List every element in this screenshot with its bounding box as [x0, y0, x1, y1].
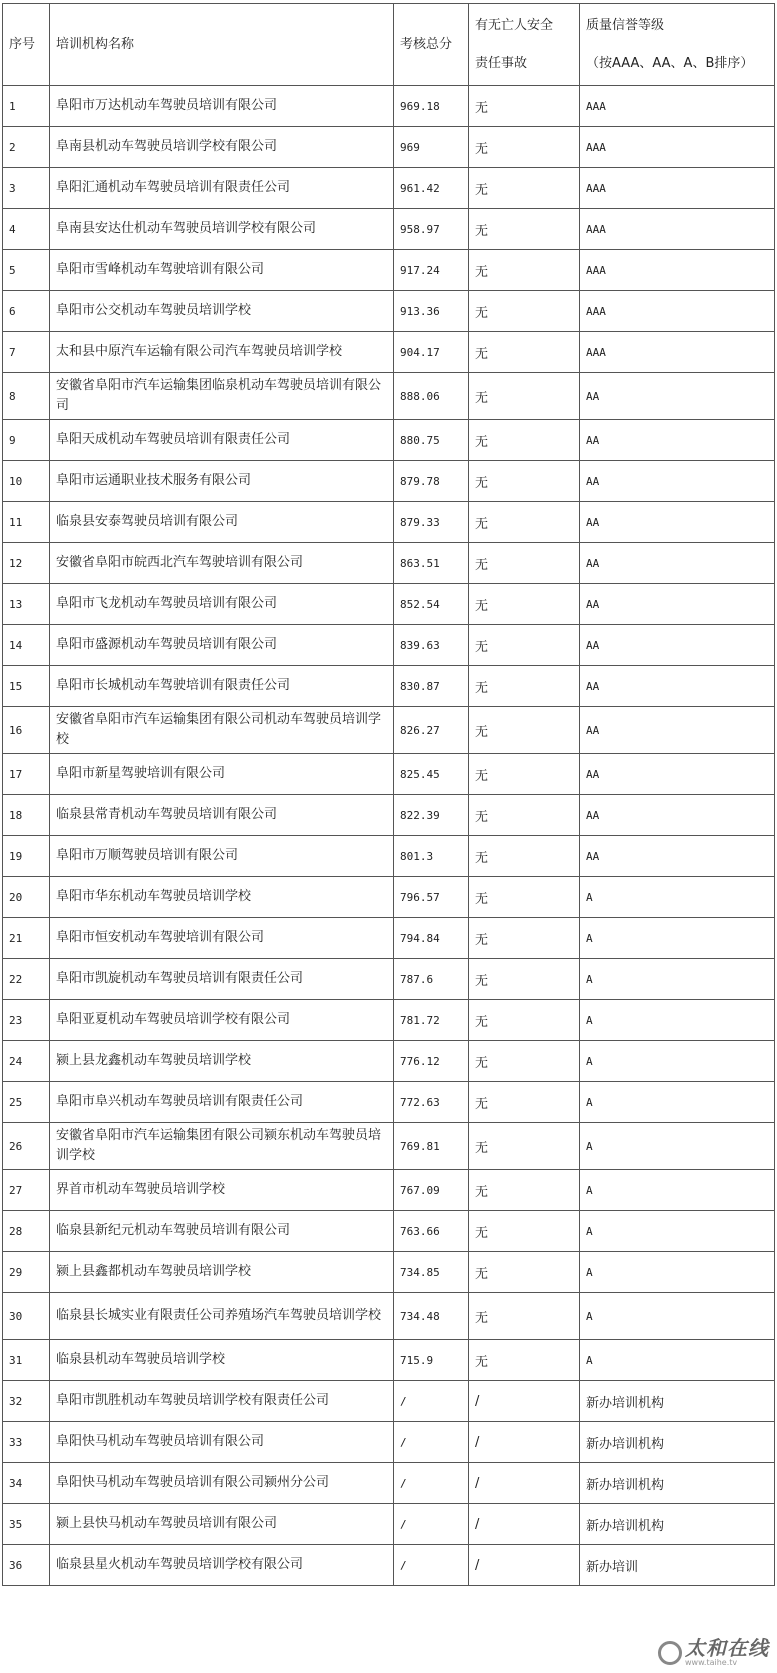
header-row — [3, 4, 775, 86]
cell-seq: 2 — [3, 127, 50, 168]
cell-grade: A — [580, 1211, 775, 1252]
cell-grade: AAA — [580, 127, 775, 168]
cell-name: 阜阳市阜兴机动车驾驶员培训有限责任公司 — [50, 1082, 394, 1123]
cell-seq: 33 — [3, 1422, 50, 1463]
cell-score: 796.57 — [394, 877, 469, 918]
table-row — [3, 584, 775, 625]
header-accident — [469, 4, 580, 86]
cell-seq: 23 — [3, 1000, 50, 1041]
cell-name: 阜阳市公交机动车驾驶员培训学校 — [50, 291, 394, 332]
cell-name: 阜阳市万顺驾驶员培训有限公司 — [50, 836, 394, 877]
cell-score: / — [394, 1381, 469, 1422]
cell-name: 阜阳亚夏机动车驾驶员培训学校有限公司 — [50, 1000, 394, 1041]
cell-seq: 10 — [3, 461, 50, 502]
cell-grade: AAA — [580, 332, 775, 373]
cell-grade: AAA — [580, 250, 775, 291]
cell-grade: A — [580, 1041, 775, 1082]
table-row — [3, 373, 775, 420]
table-row — [3, 707, 775, 754]
table-row — [3, 666, 775, 707]
cell-score: / — [394, 1463, 469, 1504]
cell-name: 颍上县龙鑫机动车驾驶员培训学校 — [50, 1041, 394, 1082]
cell-grade: AA — [580, 461, 775, 502]
cell-score: 880.75 — [394, 420, 469, 461]
cell-grade: 新办培训机构 — [580, 1422, 775, 1463]
cell-seq: 4 — [3, 209, 50, 250]
cell-score: / — [394, 1545, 469, 1586]
cell-name: 安徽省阜阳市汽车运输集团临泉机动车驾驶员培训有限公司 — [50, 373, 394, 420]
cell-name: 颍上县鑫都机动车驾驶员培训学校 — [50, 1252, 394, 1293]
cell-grade: AA — [580, 420, 775, 461]
cell-name: 临泉县星火机动车驾驶员培训学校有限公司 — [50, 1545, 394, 1586]
cell-grade: 新办培训机构 — [580, 1504, 775, 1545]
table-row — [3, 877, 775, 918]
cell-score: 904.17 — [394, 332, 469, 373]
cell-name: 安徽省阜阳市汽车运输集团有限公司颍东机动车驾驶员培训学校 — [50, 1123, 394, 1170]
cell-name: 临泉县长城实业有限责任公司养殖场汽车驾驶员培训学校 — [50, 1293, 394, 1340]
cell-grade: A — [580, 1293, 775, 1340]
cell-name: 阜阳快马机动车驾驶员培训有限公司颍州分公司 — [50, 1463, 394, 1504]
cell-grade: AAA — [580, 291, 775, 332]
cell-seq: 16 — [3, 707, 50, 754]
cell-seq: 29 — [3, 1252, 50, 1293]
cell-name: 阜阳汇通机动车驾驶员培训有限责任公司 — [50, 168, 394, 209]
cell-seq: 24 — [3, 1041, 50, 1082]
cell-grade: A — [580, 959, 775, 1000]
table-row — [3, 502, 775, 543]
cell-score: 801.3 — [394, 836, 469, 877]
table-row — [3, 291, 775, 332]
header-accident-line1: 有无亡人安全 — [475, 17, 554, 33]
cell-score: 763.66 — [394, 1211, 469, 1252]
cell-accident: 无 — [469, 795, 580, 836]
cell-grade: AAA — [580, 168, 775, 209]
cell-grade: AA — [580, 625, 775, 666]
table-row — [3, 209, 775, 250]
table-row — [3, 1252, 775, 1293]
cell-seq: 20 — [3, 877, 50, 918]
cell-grade: A — [580, 1170, 775, 1211]
cell-accident: 无 — [469, 291, 580, 332]
cell-score: 961.42 — [394, 168, 469, 209]
cell-score: 772.63 — [394, 1082, 469, 1123]
table-row — [3, 1504, 775, 1545]
cell-seq: 12 — [3, 543, 50, 584]
cell-score: 852.54 — [394, 584, 469, 625]
table-row — [3, 959, 775, 1000]
cell-name: 阜阳市新星驾驶培训有限公司 — [50, 754, 394, 795]
cell-seq: 1 — [3, 86, 50, 127]
site-logo-icon — [658, 1641, 682, 1665]
cell-score: 830.87 — [394, 666, 469, 707]
cell-accident: 无 — [469, 1170, 580, 1211]
cell-accident: 无 — [469, 86, 580, 127]
cell-grade: AA — [580, 543, 775, 584]
cell-grade: AA — [580, 707, 775, 754]
cell-score: / — [394, 1422, 469, 1463]
cell-score: 826.27 — [394, 707, 469, 754]
cell-name: 阜阳市华东机动车驾驶员培训学校 — [50, 877, 394, 918]
cell-grade: 新办培训机构 — [580, 1381, 775, 1422]
cell-seq: 32 — [3, 1381, 50, 1422]
cell-seq: 6 — [3, 291, 50, 332]
cell-name: 阜阳市凯胜机动车驾驶员培训学校有限责任公司 — [50, 1381, 394, 1422]
cell-grade: AAA — [580, 86, 775, 127]
table-row — [3, 1545, 775, 1586]
cell-accident: 无 — [469, 127, 580, 168]
cell-name: 阜阳市恒安机动车驾驶培训有限公司 — [50, 918, 394, 959]
watermark-url: www.taihe.tv — [685, 1658, 738, 1667]
cell-name: 安徽省阜阳市皖西北汽车驾驶培训有限公司 — [50, 543, 394, 584]
table-body — [3, 86, 775, 1586]
cell-accident: 无 — [469, 461, 580, 502]
cell-grade: AA — [580, 373, 775, 420]
cell-seq: 15 — [3, 666, 50, 707]
table-row — [3, 1422, 775, 1463]
rating-table — [2, 3, 775, 1586]
table-row — [3, 1123, 775, 1170]
table-row — [3, 127, 775, 168]
header-score: 考核总分 — [394, 4, 469, 86]
table-row — [3, 836, 775, 877]
table-row — [3, 1211, 775, 1252]
cell-score: 776.12 — [394, 1041, 469, 1082]
cell-score: 917.24 — [394, 250, 469, 291]
table-row — [3, 1381, 775, 1422]
cell-accident: 无 — [469, 250, 580, 291]
table-row — [3, 420, 775, 461]
cell-grade: 新办培训机构 — [580, 1463, 775, 1504]
cell-accident: 无 — [469, 625, 580, 666]
cell-score: / — [394, 1504, 469, 1545]
cell-score: 769.81 — [394, 1123, 469, 1170]
cell-name: 颍上县快马机动车驾驶员培训有限公司 — [50, 1504, 394, 1545]
cell-accident: 无 — [469, 918, 580, 959]
table-row — [3, 754, 775, 795]
cell-accident: / — [469, 1381, 580, 1422]
cell-score: 781.72 — [394, 1000, 469, 1041]
cell-accident: 无 — [469, 1293, 580, 1340]
cell-seq: 34 — [3, 1463, 50, 1504]
cell-grade: A — [580, 1252, 775, 1293]
cell-grade: AA — [580, 584, 775, 625]
table-row — [3, 250, 775, 291]
cell-score: 794.84 — [394, 918, 469, 959]
cell-score: 969.18 — [394, 86, 469, 127]
cell-seq: 14 — [3, 625, 50, 666]
cell-accident: 无 — [469, 168, 580, 209]
cell-accident: / — [469, 1545, 580, 1586]
cell-grade: 新办培训 — [580, 1545, 775, 1586]
cell-accident: 无 — [469, 1041, 580, 1082]
cell-seq: 8 — [3, 373, 50, 420]
cell-name: 阜南县机动车驾驶员培训学校有限公司 — [50, 127, 394, 168]
cell-grade: A — [580, 1000, 775, 1041]
table-row — [3, 543, 775, 584]
cell-seq: 13 — [3, 584, 50, 625]
cell-name: 安徽省阜阳市汽车运输集团有限公司机动车驾驶员培训学校 — [50, 707, 394, 754]
cell-accident: 无 — [469, 1000, 580, 1041]
cell-grade: AAA — [580, 209, 775, 250]
cell-seq: 21 — [3, 918, 50, 959]
cell-name: 阜南县安达仕机动车驾驶员培训学校有限公司 — [50, 209, 394, 250]
cell-score: 969 — [394, 127, 469, 168]
table-row — [3, 168, 775, 209]
cell-seq: 31 — [3, 1340, 50, 1381]
cell-grade: AA — [580, 836, 775, 877]
table-row — [3, 1463, 775, 1504]
cell-name: 临泉县机动车驾驶员培训学校 — [50, 1340, 394, 1381]
cell-accident: 无 — [469, 1082, 580, 1123]
cell-name: 界首市机动车驾驶员培训学校 — [50, 1170, 394, 1211]
cell-accident: 无 — [469, 209, 580, 250]
cell-name: 阜阳市万达机动车驾驶员培训有限公司 — [50, 86, 394, 127]
header-seq: 序号 — [3, 4, 50, 86]
cell-name: 阜阳天成机动车驾驶员培训有限责任公司 — [50, 420, 394, 461]
header-grade-line1: 质量信誉等级 — [586, 17, 665, 33]
cell-score: 879.33 — [394, 502, 469, 543]
cell-name: 阜阳市运通职业技术服务有限公司 — [50, 461, 394, 502]
cell-grade: AA — [580, 666, 775, 707]
cell-seq: 17 — [3, 754, 50, 795]
cell-score: 734.85 — [394, 1252, 469, 1293]
cell-accident: 无 — [469, 502, 580, 543]
cell-grade: AA — [580, 795, 775, 836]
table-row — [3, 795, 775, 836]
cell-accident: 无 — [469, 666, 580, 707]
cell-score: 715.9 — [394, 1340, 469, 1381]
cell-accident: 无 — [469, 332, 580, 373]
header-accident-line2: 责任事故 — [475, 55, 528, 71]
cell-name: 阜阳市长城机动车驾驶培训有限责任公司 — [50, 666, 394, 707]
cell-seq: 3 — [3, 168, 50, 209]
cell-score: 787.6 — [394, 959, 469, 1000]
cell-seq: 11 — [3, 502, 50, 543]
cell-score: 822.39 — [394, 795, 469, 836]
table-row — [3, 625, 775, 666]
table-row — [3, 1170, 775, 1211]
cell-name: 临泉县新纪元机动车驾驶员培训有限公司 — [50, 1211, 394, 1252]
header-grade — [580, 4, 775, 86]
cell-accident: 无 — [469, 1211, 580, 1252]
header-name: 培训机构名称 — [50, 4, 394, 86]
table-row — [3, 1082, 775, 1123]
cell-seq: 5 — [3, 250, 50, 291]
table-row — [3, 1000, 775, 1041]
watermark — [658, 1638, 769, 1667]
cell-accident: / — [469, 1504, 580, 1545]
cell-name: 太和县中原汽车运输有限公司汽车驾驶员培训学校 — [50, 332, 394, 373]
table-row — [3, 461, 775, 502]
cell-accident: 无 — [469, 584, 580, 625]
table-row — [3, 1041, 775, 1082]
cell-name: 临泉县安泰驾驶员培训有限公司 — [50, 502, 394, 543]
cell-grade: A — [580, 877, 775, 918]
cell-grade: A — [580, 1340, 775, 1381]
cell-seq: 22 — [3, 959, 50, 1000]
table-row — [3, 1293, 775, 1340]
table-row — [3, 918, 775, 959]
cell-seq: 27 — [3, 1170, 50, 1211]
cell-accident: 无 — [469, 877, 580, 918]
cell-seq: 25 — [3, 1082, 50, 1123]
cell-score: 863.51 — [394, 543, 469, 584]
cell-score: 958.97 — [394, 209, 469, 250]
cell-seq: 7 — [3, 332, 50, 373]
cell-seq: 28 — [3, 1211, 50, 1252]
table-row — [3, 86, 775, 127]
table-row — [3, 1340, 775, 1381]
cell-seq: 36 — [3, 1545, 50, 1586]
cell-name: 临泉县常青机动车驾驶员培训有限公司 — [50, 795, 394, 836]
cell-seq: 26 — [3, 1123, 50, 1170]
cell-accident: 无 — [469, 373, 580, 420]
cell-accident: / — [469, 1463, 580, 1504]
cell-grade: A — [580, 918, 775, 959]
cell-grade: AA — [580, 754, 775, 795]
cell-accident: 无 — [469, 707, 580, 754]
cell-name: 阜阳市飞龙机动车驾驶员培训有限公司 — [50, 584, 394, 625]
cell-name: 阜阳快马机动车驾驶员培训有限公司 — [50, 1422, 394, 1463]
cell-score: 913.36 — [394, 291, 469, 332]
table-row — [3, 332, 775, 373]
header-grade-line2: （按AAA、AA、A、B排序） — [586, 55, 754, 71]
cell-seq: 18 — [3, 795, 50, 836]
cell-score: 767.09 — [394, 1170, 469, 1211]
cell-accident: 无 — [469, 959, 580, 1000]
cell-grade: A — [580, 1123, 775, 1170]
cell-name: 阜阳市雪峰机动车驾驶培训有限公司 — [50, 250, 394, 291]
cell-accident: 无 — [469, 543, 580, 584]
cell-seq: 30 — [3, 1293, 50, 1340]
cell-accident: / — [469, 1422, 580, 1463]
cell-accident: 无 — [469, 420, 580, 461]
cell-accident: 无 — [469, 754, 580, 795]
cell-accident: 无 — [469, 1123, 580, 1170]
cell-name: 阜阳市盛源机动车驾驶员培训有限公司 — [50, 625, 394, 666]
cell-name: 阜阳市凯旋机动车驾驶员培训有限责任公司 — [50, 959, 394, 1000]
cell-score: 825.45 — [394, 754, 469, 795]
cell-score: 839.63 — [394, 625, 469, 666]
cell-grade: AA — [580, 502, 775, 543]
cell-accident: 无 — [469, 836, 580, 877]
cell-score: 879.78 — [394, 461, 469, 502]
cell-seq: 9 — [3, 420, 50, 461]
cell-accident: 无 — [469, 1340, 580, 1381]
cell-score: 888.06 — [394, 373, 469, 420]
cell-grade: A — [580, 1082, 775, 1123]
cell-score: 734.48 — [394, 1293, 469, 1340]
watermark-text: 太和在线 — [685, 1636, 769, 1660]
cell-seq: 35 — [3, 1504, 50, 1545]
cell-accident: 无 — [469, 1252, 580, 1293]
cell-seq: 19 — [3, 836, 50, 877]
